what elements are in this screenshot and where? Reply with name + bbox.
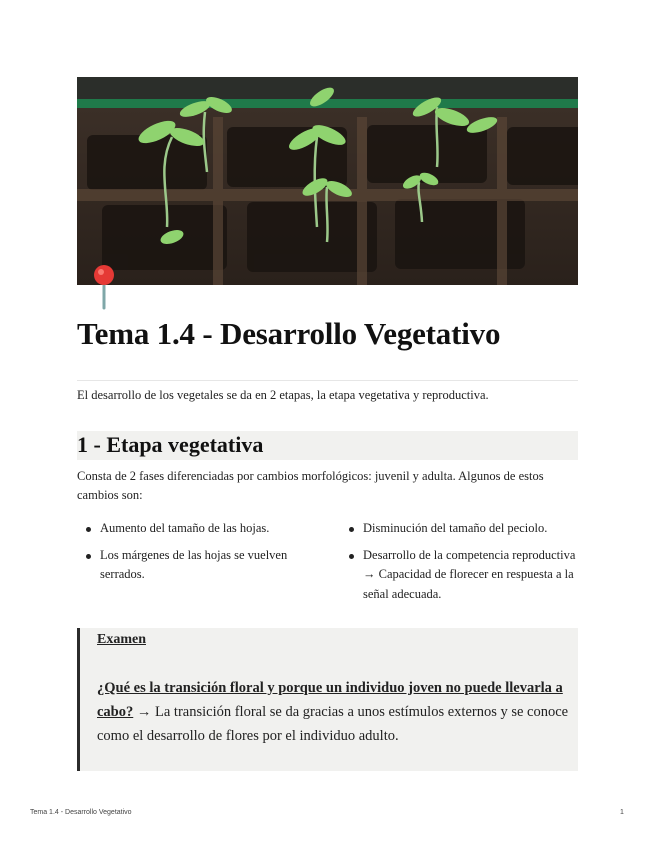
round-pushpin-icon[interactable] (92, 264, 116, 310)
callout-question: ¿Qué es la transición floral y porque un individuo joven no puede llevarla a cabo? (97, 680, 563, 720)
callout-body (97, 676, 575, 748)
exam-callout (77, 628, 578, 771)
callout-answer: → La transición floral se da gracias a unos estímulos externos y se conoce como el desarrollo de flores por el individuo adulto. (97, 704, 569, 744)
cover-image (77, 77, 578, 285)
page-title: Tema 1.4 - Desarrollo Vegetativo (77, 316, 501, 351)
list-item: Disminución del tamaño del peciolo. (340, 519, 578, 539)
intro-text: El desarrollo de los vegetales se da en 2 etapas, la etapa vegetativa y reproductiva. (77, 388, 489, 402)
list-item: Los márgenes de las hojas se vuelven serrados. (77, 546, 307, 585)
seedlings-illustration (77, 77, 578, 285)
list-item: Desarrollo de la competencia reproductiva → Capacidad de florecer en respuesta a la señal adecuada. (340, 546, 578, 605)
list-item: Aumento del tamaño de las hojas. (77, 519, 307, 539)
footer-page-number: 1 (620, 809, 624, 816)
section-heading: 1 - Etapa vegetativa (77, 432, 264, 457)
footer-title: Tema 1.4 - Desarrollo Vegetativo (30, 809, 132, 816)
section-paragraph: Consta de 2 fases diferenciadas por cambios morfológicos: juvenil y adulta. Algunos de estos cambios son: (77, 469, 544, 502)
bullet-list-right (340, 519, 578, 611)
callout-title: Examen (97, 632, 146, 647)
divider (77, 380, 578, 381)
bullet-list-left (77, 519, 307, 592)
